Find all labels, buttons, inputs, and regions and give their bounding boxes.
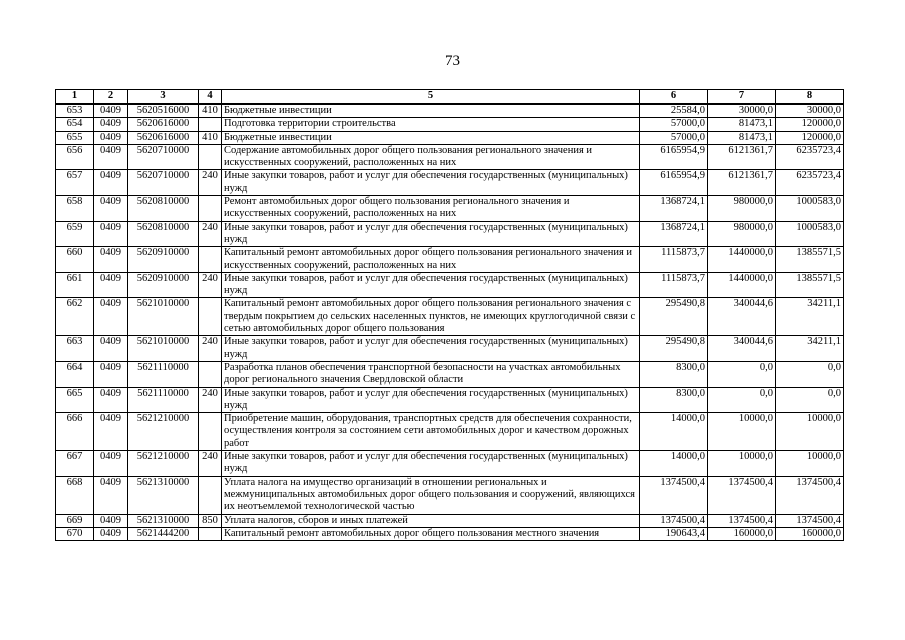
amount-cell-col8: 120000,0 bbox=[776, 131, 844, 144]
amount-cell-col6: 57000,0 bbox=[640, 118, 708, 131]
table-header-row bbox=[56, 90, 844, 105]
expense-type-cell bbox=[199, 118, 222, 131]
section-code-cell: 0409 bbox=[94, 104, 128, 118]
target-article-cell: 5620710000 bbox=[128, 144, 199, 170]
table-row bbox=[56, 221, 844, 247]
amount-cell-col7: 340044,6 bbox=[708, 336, 776, 362]
target-article-cell: 5620710000 bbox=[128, 170, 199, 196]
target-article-cell: 5621310000 bbox=[128, 476, 199, 514]
amount-cell-col7: 6121361,7 bbox=[708, 144, 776, 170]
section-code-cell: 0409 bbox=[94, 527, 128, 540]
table-row bbox=[56, 247, 844, 273]
item-name-cell: Иные закупки товаров, работ и услуг для обеспечения государственных (муниципальных) нужд bbox=[222, 170, 640, 196]
section-code-cell: 0409 bbox=[94, 336, 128, 362]
expense-type-cell bbox=[199, 476, 222, 514]
header-col-7: 7 bbox=[708, 90, 776, 105]
section-code-cell: 0409 bbox=[94, 144, 128, 170]
amount-cell-col7: 81473,1 bbox=[708, 118, 776, 131]
item-name-cell: Уплата налога на имущество организаций в отношении региональных и межмуниципальных автомобильных дорог общего пользования и сооружений, являющихся их неотъемлемой технологической частью bbox=[222, 476, 640, 514]
table-row bbox=[56, 476, 844, 514]
item-name-cell: Содержание автомобильных дорог общего пользования регионального значения и искусственных сооружений, расположенных на них bbox=[222, 144, 640, 170]
expense-type-cell: 240 bbox=[199, 387, 222, 413]
expense-type-cell: 410 bbox=[199, 131, 222, 144]
item-name-cell: Иные закупки товаров, работ и услуг для обеспечения государственных (муниципальных) нужд bbox=[222, 272, 640, 298]
amount-cell-col6: 1374500,4 bbox=[640, 476, 708, 514]
amount-cell-col6: 14000,0 bbox=[640, 451, 708, 477]
amount-cell-col8: 1000583,0 bbox=[776, 221, 844, 247]
target-article-cell: 5620616000 bbox=[128, 118, 199, 131]
table-row bbox=[56, 361, 844, 387]
section-code-cell: 0409 bbox=[94, 413, 128, 451]
amount-cell-col8: 120000,0 bbox=[776, 118, 844, 131]
item-name-cell: Капитальный ремонт автомобильных дорог общего пользования местного значения bbox=[222, 527, 640, 540]
amount-cell-col7: 1374500,4 bbox=[708, 514, 776, 527]
item-name-cell: Иные закупки товаров, работ и услуг для обеспечения государственных (муниципальных) нужд bbox=[222, 336, 640, 362]
row-number-cell: 656 bbox=[56, 144, 94, 170]
amount-cell-col7: 1374500,4 bbox=[708, 476, 776, 514]
row-number-cell: 667 bbox=[56, 451, 94, 477]
amount-cell-col8: 6235723,4 bbox=[776, 170, 844, 196]
section-code-cell: 0409 bbox=[94, 298, 128, 336]
table-row bbox=[56, 144, 844, 170]
amount-cell-col8: 1385571,5 bbox=[776, 247, 844, 273]
row-number-cell: 653 bbox=[56, 104, 94, 118]
section-code-cell: 0409 bbox=[94, 514, 128, 527]
item-name-cell: Бюджетные инвестиции bbox=[222, 131, 640, 144]
target-article-cell: 5620516000 bbox=[128, 104, 199, 118]
row-number-cell: 657 bbox=[56, 170, 94, 196]
item-name-cell: Иные закупки товаров, работ и услуг для обеспечения государственных (муниципальных) нужд bbox=[222, 387, 640, 413]
target-article-cell: 5621210000 bbox=[128, 451, 199, 477]
row-number-cell: 660 bbox=[56, 247, 94, 273]
expense-type-cell bbox=[199, 144, 222, 170]
table-row bbox=[56, 170, 844, 196]
row-number-cell: 669 bbox=[56, 514, 94, 527]
amount-cell-col7: 81473,1 bbox=[708, 131, 776, 144]
row-number-cell: 654 bbox=[56, 118, 94, 131]
amount-cell-col6: 190643,4 bbox=[640, 527, 708, 540]
expense-type-cell: 240 bbox=[199, 272, 222, 298]
row-number-cell: 662 bbox=[56, 298, 94, 336]
amount-cell-col6: 1368724,1 bbox=[640, 221, 708, 247]
header-col-5: 5 bbox=[222, 90, 640, 105]
amount-cell-col6: 8300,0 bbox=[640, 387, 708, 413]
target-article-cell: 5620910000 bbox=[128, 272, 199, 298]
amount-cell-col7: 0,0 bbox=[708, 387, 776, 413]
expense-type-cell bbox=[199, 298, 222, 336]
amount-cell-col7: 6121361,7 bbox=[708, 170, 776, 196]
amount-cell-col8: 34211,1 bbox=[776, 336, 844, 362]
budget-table bbox=[55, 89, 844, 541]
item-name-cell: Иные закупки товаров, работ и услуг для обеспечения государственных (муниципальных) нужд bbox=[222, 221, 640, 247]
header-col-3: 3 bbox=[128, 90, 199, 105]
page-number: 73 bbox=[445, 53, 460, 69]
expense-type-cell bbox=[199, 527, 222, 540]
amount-cell-col8: 0,0 bbox=[776, 387, 844, 413]
item-name-cell: Ремонт автомобильных дорог общего пользования регионального значения и искусственных сооружений, расположенных на них bbox=[222, 196, 640, 222]
amount-cell-col8: 1374500,4 bbox=[776, 476, 844, 514]
expense-type-cell bbox=[199, 361, 222, 387]
item-name-cell: Уплата налогов, сборов и иных платежей bbox=[222, 514, 640, 527]
expense-type-cell bbox=[199, 196, 222, 222]
amount-cell-col8: 0,0 bbox=[776, 361, 844, 387]
target-article-cell: 5620616000 bbox=[128, 131, 199, 144]
section-code-cell: 0409 bbox=[94, 118, 128, 131]
target-article-cell: 5620810000 bbox=[128, 196, 199, 222]
row-number-cell: 655 bbox=[56, 131, 94, 144]
amount-cell-col6: 1115873,7 bbox=[640, 247, 708, 273]
item-name-cell: Капитальный ремонт автомобильных дорог общего пользования регионального значения с твердым покрытием до сельских населенных пунктов, не имеющих круглогодичной связи с сетью автомобильных дорог общего пользования bbox=[222, 298, 640, 336]
amount-cell-col6: 295490,8 bbox=[640, 336, 708, 362]
amount-cell-col6: 25584,0 bbox=[640, 104, 708, 118]
section-code-cell: 0409 bbox=[94, 361, 128, 387]
row-number-cell: 663 bbox=[56, 336, 94, 362]
item-name-cell: Капитальный ремонт автомобильных дорог общего пользования регионального значения и искусственных сооружений, расположенных на них bbox=[222, 247, 640, 273]
item-name-cell: Подготовка территории строительства bbox=[222, 118, 640, 131]
section-code-cell: 0409 bbox=[94, 476, 128, 514]
target-article-cell: 5621210000 bbox=[128, 413, 199, 451]
amount-cell-col6: 1368724,1 bbox=[640, 196, 708, 222]
item-name-cell: Приобретение машин, оборудования, транспортных средств для обеспечения сохранности, осуществления контроля за состоянием сети автомобильных дорог и качеством дорожных работ bbox=[222, 413, 640, 451]
item-name-cell: Иные закупки товаров, работ и услуг для обеспечения государственных (муниципальных) нужд bbox=[222, 451, 640, 477]
amount-cell-col7: 340044,6 bbox=[708, 298, 776, 336]
amount-cell-col8: 160000,0 bbox=[776, 527, 844, 540]
amount-cell-col6: 14000,0 bbox=[640, 413, 708, 451]
amount-cell-col8: 1385571,5 bbox=[776, 272, 844, 298]
row-number-cell: 664 bbox=[56, 361, 94, 387]
amount-cell-col7: 30000,0 bbox=[708, 104, 776, 118]
table-row bbox=[56, 413, 844, 451]
amount-cell-col6: 6165954,9 bbox=[640, 144, 708, 170]
amount-cell-col7: 10000,0 bbox=[708, 451, 776, 477]
amount-cell-col6: 57000,0 bbox=[640, 131, 708, 144]
expense-type-cell bbox=[199, 413, 222, 451]
row-number-cell: 658 bbox=[56, 196, 94, 222]
amount-cell-col8: 10000,0 bbox=[776, 413, 844, 451]
amount-cell-col7: 980000,0 bbox=[708, 221, 776, 247]
amount-cell-col6: 8300,0 bbox=[640, 361, 708, 387]
table-row bbox=[56, 118, 844, 131]
amount-cell-col6: 6165954,9 bbox=[640, 170, 708, 196]
amount-cell-col6: 1374500,4 bbox=[640, 514, 708, 527]
amount-cell-col7: 0,0 bbox=[708, 361, 776, 387]
expense-type-cell: 240 bbox=[199, 451, 222, 477]
expense-type-cell: 410 bbox=[199, 104, 222, 118]
section-code-cell: 0409 bbox=[94, 131, 128, 144]
item-name-cell: Бюджетные инвестиции bbox=[222, 104, 640, 118]
amount-cell-col7: 160000,0 bbox=[708, 527, 776, 540]
table-row bbox=[56, 104, 844, 118]
row-number-cell: 668 bbox=[56, 476, 94, 514]
amount-cell-col7: 1440000,0 bbox=[708, 272, 776, 298]
item-name-cell: Разработка планов обеспечения транспортной безопасности на участках автомобильных дорог регионального значения Свердловской области bbox=[222, 361, 640, 387]
section-code-cell: 0409 bbox=[94, 221, 128, 247]
header-col-2: 2 bbox=[94, 90, 128, 105]
table-row bbox=[56, 298, 844, 336]
expense-type-cell bbox=[199, 247, 222, 273]
section-code-cell: 0409 bbox=[94, 247, 128, 273]
amount-cell-col7: 1440000,0 bbox=[708, 247, 776, 273]
expense-type-cell: 240 bbox=[199, 336, 222, 362]
section-code-cell: 0409 bbox=[94, 196, 128, 222]
target-article-cell: 5621010000 bbox=[128, 336, 199, 362]
expense-type-cell: 850 bbox=[199, 514, 222, 527]
table-row bbox=[56, 336, 844, 362]
target-article-cell: 5621110000 bbox=[128, 361, 199, 387]
header-col-8: 8 bbox=[776, 90, 844, 105]
amount-cell-col7: 10000,0 bbox=[708, 413, 776, 451]
table-row bbox=[56, 272, 844, 298]
amount-cell-col7: 980000,0 bbox=[708, 196, 776, 222]
amount-cell-col6: 1115873,7 bbox=[640, 272, 708, 298]
table-row bbox=[56, 131, 844, 144]
target-article-cell: 5620910000 bbox=[128, 247, 199, 273]
section-code-cell: 0409 bbox=[94, 387, 128, 413]
target-article-cell: 5621444200 bbox=[128, 527, 199, 540]
amount-cell-col8: 1374500,4 bbox=[776, 514, 844, 527]
row-number-cell: 665 bbox=[56, 387, 94, 413]
row-number-cell: 659 bbox=[56, 221, 94, 247]
row-number-cell: 661 bbox=[56, 272, 94, 298]
target-article-cell: 5621110000 bbox=[128, 387, 199, 413]
header-col-1: 1 bbox=[56, 90, 94, 105]
row-number-cell: 666 bbox=[56, 413, 94, 451]
row-number-cell: 670 bbox=[56, 527, 94, 540]
expense-type-cell: 240 bbox=[199, 170, 222, 196]
target-article-cell: 5621010000 bbox=[128, 298, 199, 336]
target-article-cell: 5621310000 bbox=[128, 514, 199, 527]
amount-cell-col8: 30000,0 bbox=[776, 104, 844, 118]
section-code-cell: 0409 bbox=[94, 272, 128, 298]
table-row bbox=[56, 514, 844, 527]
header-col-6: 6 bbox=[640, 90, 708, 105]
amount-cell-col8: 10000,0 bbox=[776, 451, 844, 477]
header-col-4: 4 bbox=[199, 90, 222, 105]
section-code-cell: 0409 bbox=[94, 170, 128, 196]
table-row bbox=[56, 196, 844, 222]
target-article-cell: 5620810000 bbox=[128, 221, 199, 247]
table-row bbox=[56, 451, 844, 477]
table-row bbox=[56, 527, 844, 540]
amount-cell-col8: 1000583,0 bbox=[776, 196, 844, 222]
amount-cell-col8: 6235723,4 bbox=[776, 144, 844, 170]
expense-type-cell: 240 bbox=[199, 221, 222, 247]
amount-cell-col8: 34211,1 bbox=[776, 298, 844, 336]
table-row bbox=[56, 387, 844, 413]
section-code-cell: 0409 bbox=[94, 451, 128, 477]
amount-cell-col6: 295490,8 bbox=[640, 298, 708, 336]
